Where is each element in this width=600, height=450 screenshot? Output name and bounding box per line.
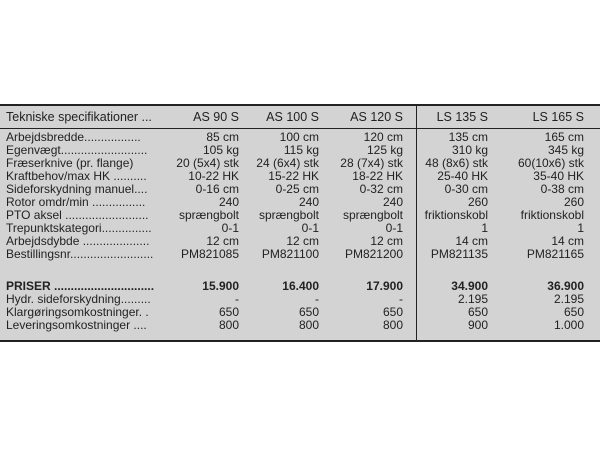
row-label: Rotor omdr/min ................: [6, 195, 146, 209]
row-value: 120 cm: [363, 130, 403, 144]
row-value: -: [399, 292, 403, 306]
row-value: 0-1: [301, 221, 319, 235]
row-label: Sideforskydning manuel....: [6, 182, 148, 196]
row-value: PM821135: [430, 247, 488, 261]
header-row: [0, 111, 600, 124]
row-label: Klargøringsomkostninger. .: [6, 305, 149, 319]
row-value: sprængbolt: [258, 208, 319, 222]
row-value: 12 cm: [206, 234, 239, 248]
row-value: 105 kg: [202, 143, 239, 157]
row-value: 14 cm: [455, 234, 488, 248]
price-value: 36.900: [547, 279, 584, 293]
row-value: 650: [467, 305, 488, 319]
row-value: 125 kg: [366, 143, 403, 157]
table-bottom-border: [0, 340, 600, 342]
row-value: 0-25 cm: [275, 182, 319, 196]
row-value: 900: [467, 318, 488, 332]
row-value: 240: [382, 195, 403, 209]
row-value: 2.195: [553, 292, 584, 306]
row-value: 2.195: [457, 292, 488, 306]
row-label: PTO aksel .........................: [6, 208, 149, 222]
row-value: 135 cm: [448, 130, 488, 144]
prices-label: PRISER ..............................: [6, 279, 155, 293]
price-value: 15.900: [202, 279, 239, 293]
row-value: 100 cm: [279, 130, 319, 144]
row-value: 650: [382, 305, 403, 319]
table-row: [0, 248, 600, 261]
row-value: 310 kg: [451, 143, 488, 157]
price-value: 16.400: [282, 279, 319, 293]
row-value: 800: [382, 318, 403, 332]
row-value: sprængbolt: [178, 208, 239, 222]
row-value: 165 cm: [544, 130, 584, 144]
row-value: 85 cm: [206, 130, 239, 144]
price-value: 34.900: [451, 279, 488, 293]
row-value: PM821165: [526, 247, 584, 261]
row-label: Leveringsomkostninger ....: [6, 318, 147, 332]
row-value: 12 cm: [370, 234, 403, 248]
row-value: 650: [298, 305, 319, 319]
row-label: Arbejdsdybde ....................: [6, 234, 150, 248]
row-value: 800: [298, 318, 319, 332]
row-value: 240: [218, 195, 239, 209]
row-value: 345 kg: [547, 143, 584, 157]
row-value: 0-38 cm: [540, 182, 584, 196]
row-value: 115 kg: [283, 143, 319, 157]
row-label: Kraftbehov/max HK ..........: [6, 169, 147, 183]
column-header: LS 165 S: [532, 110, 584, 124]
row-value: 650: [218, 305, 239, 319]
row-value: 35-40 HK: [533, 169, 584, 183]
row-value: 25-40 HK: [437, 169, 488, 183]
row-value: 60(10x6) stk: [517, 156, 584, 170]
row-value: 260: [563, 195, 584, 209]
row-label: Fræserknive (pr. flange): [6, 156, 134, 170]
row-label: Egenvægt..........................: [6, 143, 148, 157]
row-value: 800: [218, 318, 239, 332]
column-header: AS 100 S: [266, 110, 319, 124]
table-top-border: [0, 104, 600, 106]
row-value: sprængbolt: [342, 208, 403, 222]
row-value: 650: [563, 305, 584, 319]
row-value: 0-1: [385, 221, 403, 235]
row-value: 0-1: [221, 221, 239, 235]
header-divider: [0, 128, 600, 129]
row-label: Hydr. sideforskydning.........: [6, 292, 151, 306]
row-value: 0-32 cm: [359, 182, 403, 196]
row-value: friktionskobl: [520, 208, 584, 222]
row-value: -: [235, 292, 239, 306]
row-value: PM821085: [180, 247, 239, 261]
row-value: 15-22 HK: [268, 169, 319, 183]
row-label: Bestillingsnr.........................: [6, 247, 154, 261]
row-value: PM821100: [261, 247, 319, 261]
row-value: 48 (8x6) stk: [425, 156, 488, 170]
row-value: 240: [298, 195, 319, 209]
row-value: 20 (5x4) stk: [176, 156, 239, 170]
row-value: 28 (7x4) stk: [340, 156, 403, 170]
price-value: 17.900: [366, 279, 403, 293]
row-value: 0-30 cm: [444, 182, 488, 196]
row-value: 24 (6x4) stk: [256, 156, 319, 170]
row-value: 12 cm: [286, 234, 319, 248]
spec-table: [0, 104, 600, 342]
row-value: 260: [467, 195, 488, 209]
row-value: 18-22 HK: [352, 169, 403, 183]
row-label: Arbejdsbredde.................: [6, 130, 141, 144]
row-value: 1: [481, 221, 488, 235]
row-value: 10-22 HK: [188, 169, 239, 183]
column-header: AS 90 S: [193, 110, 239, 124]
header-label: Tekniske specifikationer ...: [6, 110, 152, 124]
row-value: 1.000: [553, 318, 584, 332]
row-value: PM821200: [344, 247, 403, 261]
column-header: LS 135 S: [436, 110, 488, 124]
column-header: AS 120 S: [350, 110, 403, 124]
row-value: friktionskobl: [424, 208, 488, 222]
row-value: -: [315, 292, 319, 306]
row-value: 1: [577, 221, 584, 235]
row-value: 0-16 cm: [195, 182, 239, 196]
row-label: Trepunktskategori...............: [6, 221, 152, 235]
table-row: [0, 319, 600, 332]
row-value: 14 cm: [551, 234, 584, 248]
